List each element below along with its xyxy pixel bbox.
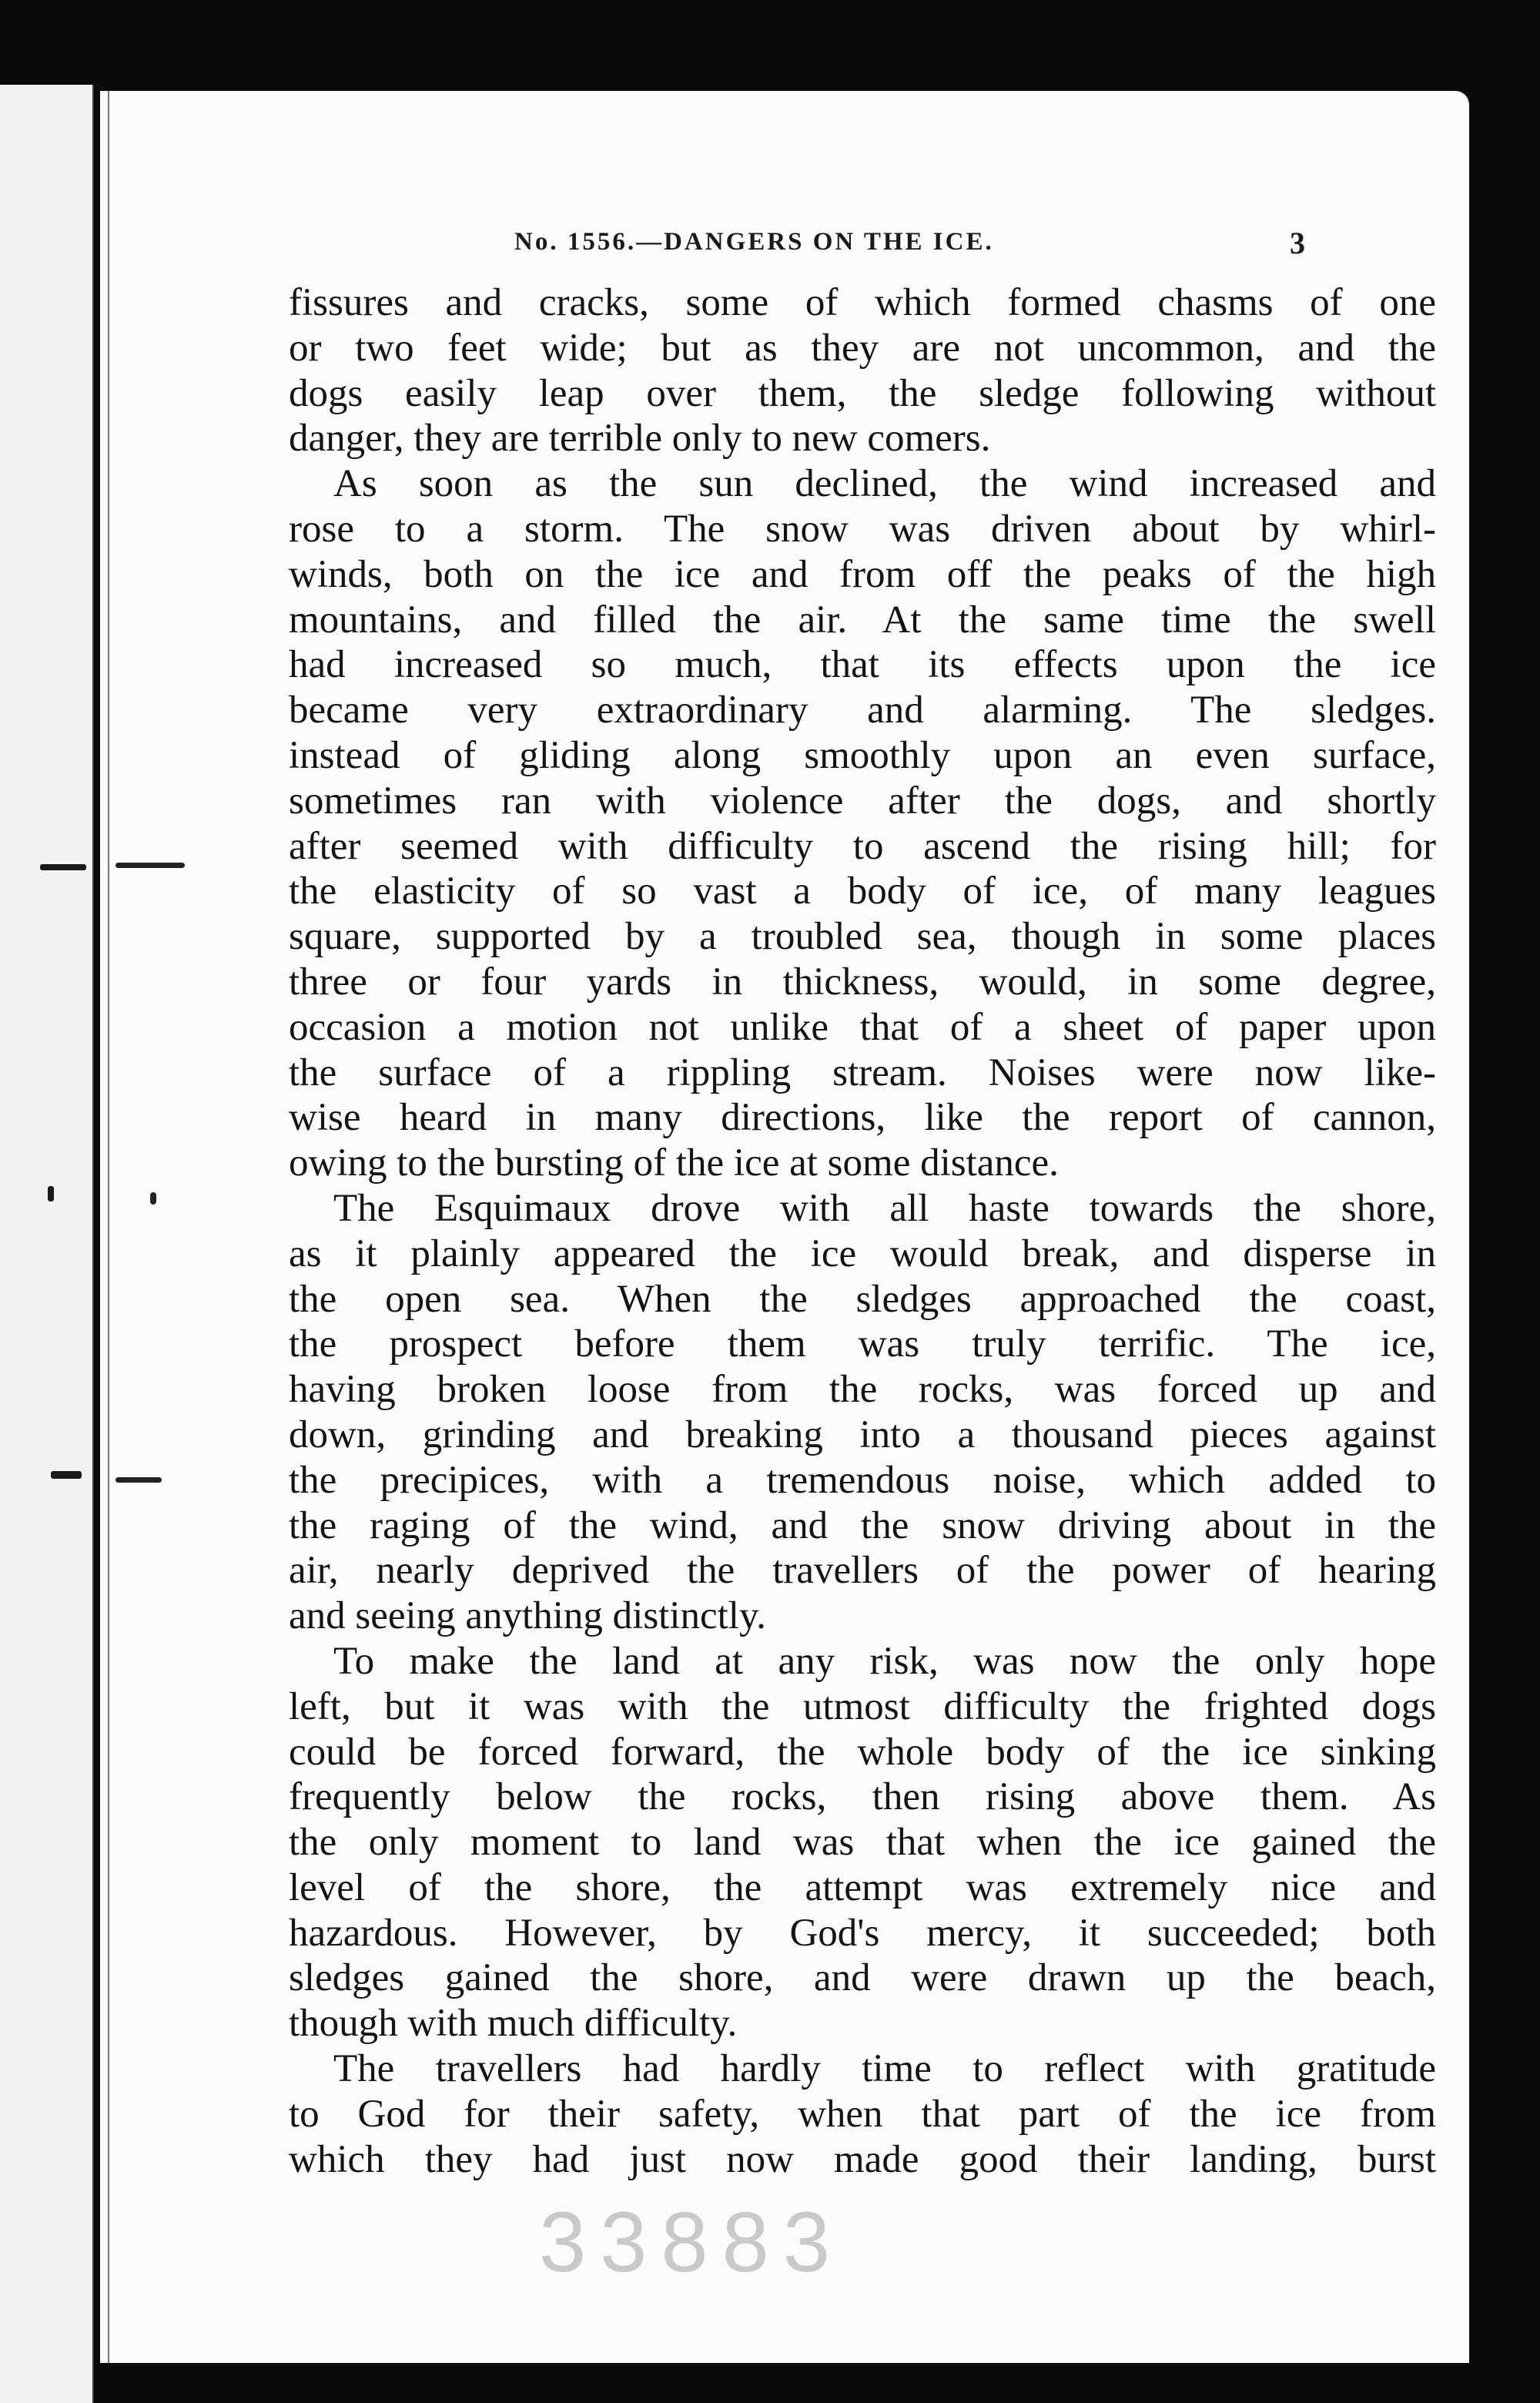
text-line: air, nearly deprived the travellers of the power of hearing xyxy=(289,1549,1436,1593)
text-line: down, grinding and breaking into a thousand pieces against xyxy=(289,1413,1436,1456)
text-line: wise heard in many directions, like the report of cannon, xyxy=(289,1096,1436,1140)
text-line: owing to the bursting of the ice at some distance. xyxy=(289,1141,1059,1185)
text-line: hazardous. However, by God's mercy, it succeeded; both xyxy=(289,1911,1436,1955)
text-line: to God for their safety, when that part of the ice from xyxy=(289,2092,1436,2136)
text-line: the prospect before them was truly terrific. The ice, xyxy=(289,1322,1436,1366)
text-line: the surface of a rippling stream. Noises were now like- xyxy=(289,1051,1436,1094)
text-line: occasion a motion not unlike that of a sheet of paper upon xyxy=(289,1005,1436,1049)
text-line: sledges gained the shore, and were drawn up the beach, xyxy=(289,1956,1436,2000)
text-line: the elasticity of so vast a body of ice, of many leagues xyxy=(289,870,1436,913)
text-line: frequently below the rocks, then rising above them. As xyxy=(289,1775,1436,1819)
book-page xyxy=(100,91,1469,2363)
margin-dot xyxy=(48,1186,54,1202)
text-line: danger, they are terrible only to new comers. xyxy=(289,417,991,461)
text-line: or two feet wide; but as they are not uncommon, and the xyxy=(289,326,1436,370)
text-line: winds, both on the ice and from off the peaks of the high xyxy=(289,552,1436,596)
text-line: rose to a storm. The snow was driven about by whirl- xyxy=(289,507,1436,551)
margin-smudge xyxy=(116,1477,162,1483)
text-line: left, but it was with the utmost difficulty the frighted dogs xyxy=(289,1684,1436,1728)
body-text xyxy=(289,280,1436,2182)
page-number: 3 xyxy=(1290,226,1307,260)
text-line: as it plainly appeared the ice would break, and disperse in xyxy=(289,1232,1436,1275)
text-line: though with much difficulty. xyxy=(289,2002,738,2046)
text-line: the raging of the wind, and the snow driving about in the xyxy=(289,1503,1436,1547)
text-line: square, supported by a troubled sea, though in some places xyxy=(289,915,1436,959)
text-line: having broken loose from the rocks, was forced up and xyxy=(289,1368,1436,1412)
text-line: became very extraordinary and alarming. The sledges. xyxy=(289,689,1436,732)
text-line: fissures and cracks, some of which formed chasms of one xyxy=(289,281,1436,324)
margin-smudge xyxy=(116,863,185,868)
facing-page-edge xyxy=(0,85,94,2403)
text-line: had increased so much, that its effects upon the ice xyxy=(289,643,1436,687)
text-line: sometimes ran with violence after the dogs, and shortly xyxy=(289,779,1436,823)
text-line: mountains, and filled the air. At the same time the swell xyxy=(289,598,1436,642)
text-line: the open sea. When the sledges approached the coast, xyxy=(289,1277,1436,1321)
margin-smudge xyxy=(51,1471,82,1479)
text-line: which they had just now made good their landing, burst xyxy=(289,2137,1436,2181)
text-line: three or four yards in thickness, would, in some degree, xyxy=(289,960,1436,1004)
text-line: level of the shore, the attempt was extremely nice and xyxy=(289,1865,1436,1909)
margin-smudge xyxy=(40,864,86,870)
running-title: No. 1556.—DANGERS ON THE ICE. xyxy=(514,228,994,256)
text-line: instead of gliding along smoothly upon an even surface, xyxy=(289,733,1436,777)
text-line: As soon as the sun declined, the wind increased and xyxy=(333,462,1436,506)
text-line: To make the land at any risk, was now the only hope xyxy=(333,1639,1436,1683)
text-line: The travellers had hardly time to reflect with gratitude xyxy=(333,2047,1436,2091)
text-line: after seemed with difficulty to ascend the rising hill; for xyxy=(289,824,1436,868)
text-line: The Esquimaux drove with all haste towards the shore, xyxy=(333,1186,1436,1230)
library-stamp-number: 33883 xyxy=(539,2195,844,2290)
text-line: the only moment to land was that when the ice gained the xyxy=(289,1821,1436,1865)
text-line: the precipices, with a tremendous noise, which added to xyxy=(289,1458,1436,1502)
text-line: and seeing anything distinctly. xyxy=(289,1594,766,1638)
page-gutter xyxy=(108,91,109,2363)
margin-dot xyxy=(150,1192,156,1205)
text-line: could be forced forward, the whole body of the ice sinking xyxy=(289,1730,1436,1774)
text-line: dogs easily leap over them, the sledge following without xyxy=(289,371,1436,415)
